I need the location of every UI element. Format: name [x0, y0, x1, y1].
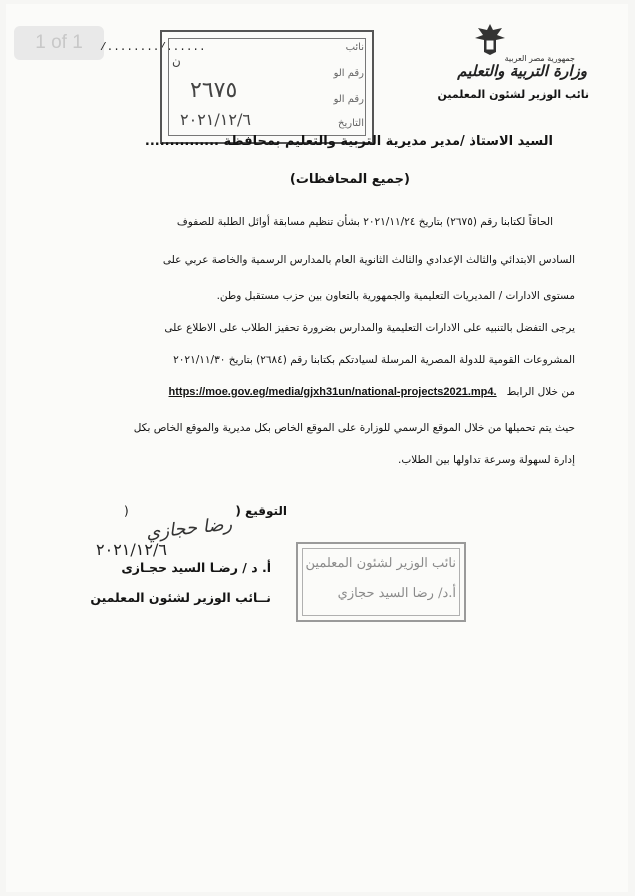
signature-label: التوقيع ( — [235, 504, 287, 518]
stamp-row: نائب — [345, 42, 364, 53]
eagle-emblem-icon — [472, 22, 508, 56]
stamp-line: أ.د/ رضا السيد حجازي — [337, 586, 456, 601]
body-line: الحاقاً لكتابنا رقم (٢٦٧٥) بتاريخ ٢٠٢١/١١/٢٤ بشأن تنظيم مسابقة أوائل الطلبة للصفوف — [176, 216, 553, 228]
link-prefix: من خلال الرابط — [506, 386, 575, 398]
stamp-date: ٢٠٢١/١٢/٦ — [180, 110, 251, 129]
stamp-side-char: ن — [172, 54, 181, 68]
addressee-scope: (جميع المحافظات) — [289, 172, 410, 187]
ministry-name: وزارة التربية والتعليم — [457, 62, 587, 80]
video-link[interactable]: https://moe.gov.eg/media/gjxh31un/national-projects2021.mp4. — [168, 386, 497, 398]
handwritten-signature: رضا حجازي — [145, 513, 234, 544]
signatory-name: أ. د / رضـا السيد حجـازى — [121, 560, 271, 575]
stamp-line: نائب الوزير لشئون المعلمين — [305, 556, 456, 571]
stamp-row: رقم الو — [333, 68, 364, 79]
stamp-number: ٢٦٧٥ — [190, 78, 238, 103]
body-line: مستوى الادارات / المديريات التعليمية والجمهورية بالتعاون بين حزب مستقبل وطن. — [216, 290, 575, 302]
registration-stamp — [160, 30, 374, 144]
stamp-row: رقم الو — [333, 94, 364, 105]
signature-date: ٢٠٢١/١٢/٦ — [96, 540, 167, 559]
stamp-row: التاريخ — [338, 118, 364, 129]
body-line: المشروعات القومية للدولة المصرية المرسلة لسيادتكم بكتابنا رقم (٢٦٨٤) بتاريخ ٢٠٢١/١١/٣٠ — [173, 354, 575, 366]
official-stamp — [296, 542, 466, 622]
reference-dots: /......../...... — [100, 42, 206, 54]
body-line — [169, 386, 575, 398]
body-line: حيث يتم تحميلها من خلال الموقع الرسمي للوزارة على الموقع الخاص بكل مديرية والموقع الخاص بكل — [133, 422, 575, 434]
signatory-title: نــائب الوزير لشئون المعلمين — [90, 590, 271, 605]
signature-close: ) — [124, 504, 129, 518]
body-line: السادس الابتدائي والثالث الإعدادي والثالث الثانوية العام بالمدارس الرسمية والخاصة عربي على — [162, 254, 575, 266]
deputy-title: نائب الوزير لشئون المعلمين — [437, 88, 589, 101]
addressee: السيد الاستاذ /مدير مديرية التربية والتعليم بمحافظة ............... — [144, 134, 553, 149]
republic-label: جمهورية مصر العربية — [504, 54, 575, 63]
body-line: إدارة لسهولة وسرعة تداولها بين الطلاب. — [398, 454, 575, 466]
page-indicator: 1 of 1 — [14, 26, 104, 60]
body-line: يرجى التفضل بالتنبيه على الادارات التعليمية والمدارس بضرورة تحفيز الطلاب على الاطلاع على — [164, 322, 575, 334]
